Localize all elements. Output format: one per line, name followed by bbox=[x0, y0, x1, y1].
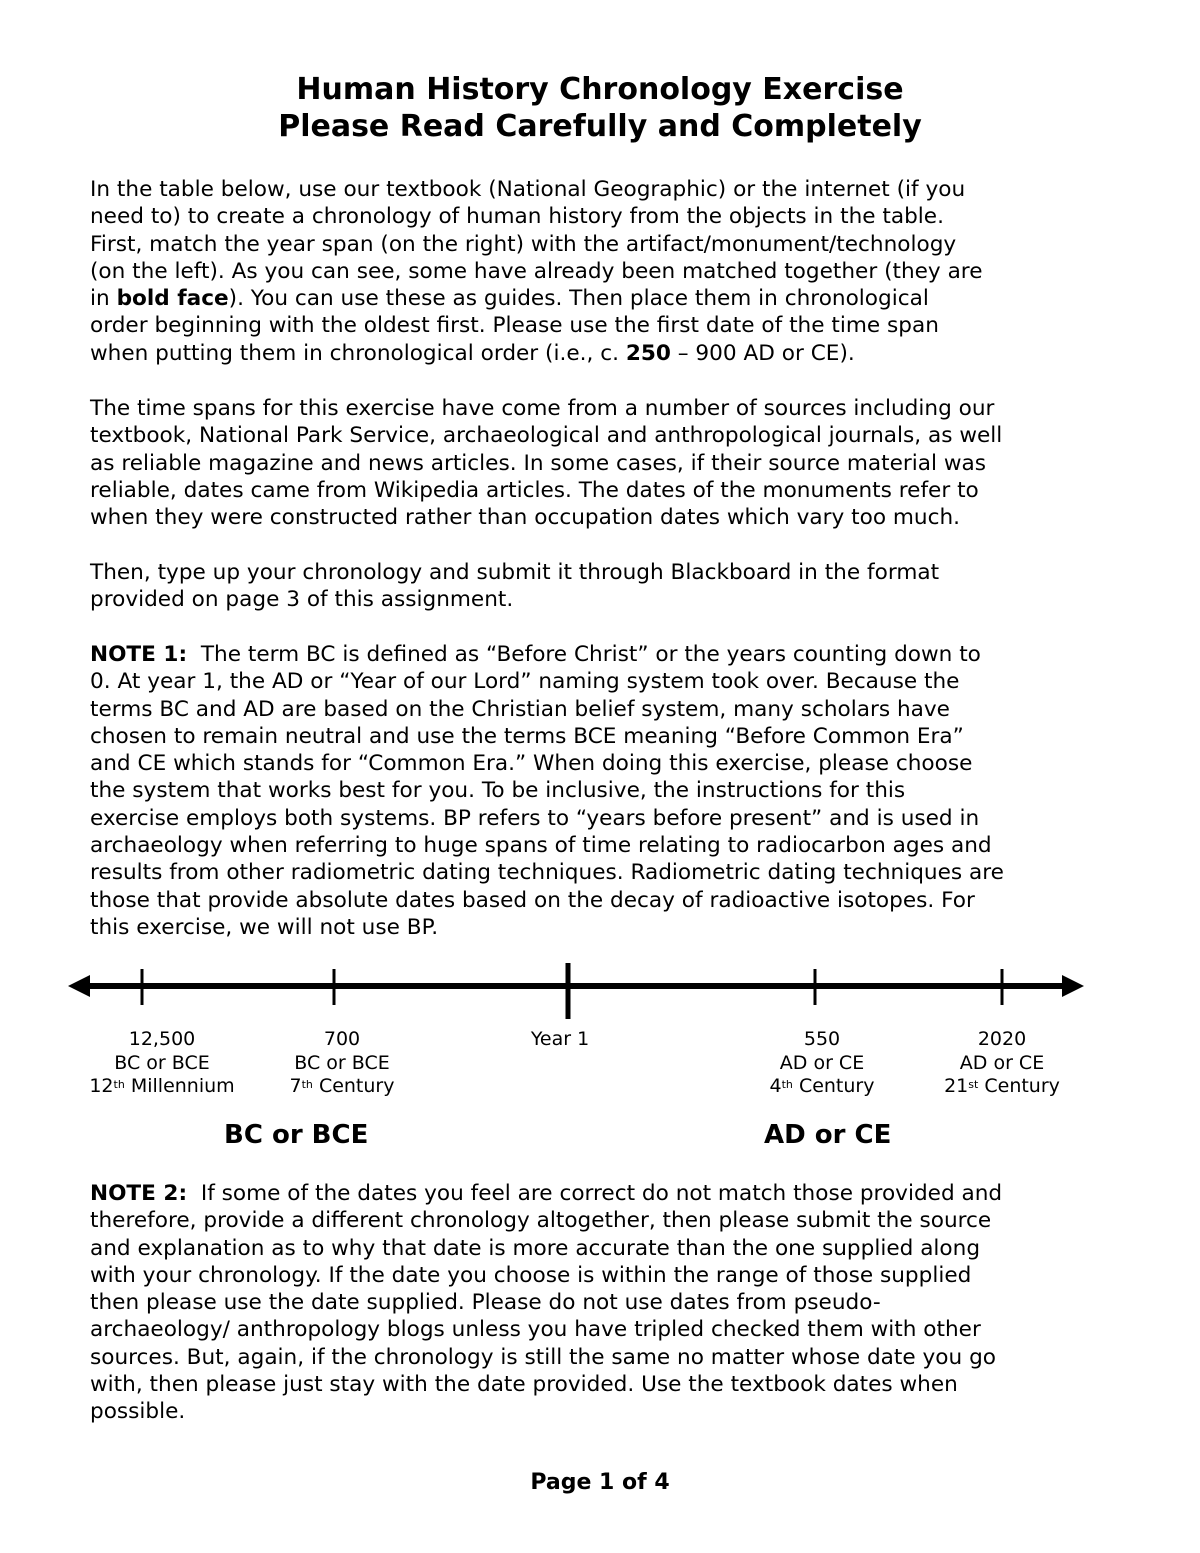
text-line: In the table below, use our textbook (National Geographic) or the internet (if you bbox=[90, 177, 966, 202]
text-line: chosen to remain neutral and use the terms BCE meaning “Before Common Era” bbox=[90, 723, 964, 749]
text-line: reliable, dates came from Wikipedia articles. The dates of the monuments refer to bbox=[90, 477, 979, 503]
text-line: the system that works best for you. To be inclusive, the instructions for this bbox=[90, 778, 906, 804]
bold-year: 250 bbox=[625, 340, 671, 366]
intro-paragraph bbox=[90, 176, 1100, 367]
text-line: archaeology when referring to huge spans of time relating to radiocarbon ages and bbox=[90, 833, 992, 859]
timeline bbox=[60, 955, 1100, 1025]
text-line: and CE which stands for “Common Era.” When doing this exercise, please choose bbox=[90, 751, 973, 777]
text-line: (on the left). As you can see, some have already been matched together (they are bbox=[90, 258, 983, 284]
text-line: when they were constructed rather than occupation dates which vary too much. bbox=[90, 505, 961, 531]
text-line: results from other radiometric dating techniques. Radiometric dating techniques are bbox=[90, 860, 1004, 886]
page-title: Human History Chronology Exercise bbox=[296, 72, 904, 107]
text-line: exercise employs both systems. BP refers to “years before present” and is used in bbox=[90, 805, 980, 831]
era-label-bc: BC or BCE bbox=[224, 1120, 369, 1150]
sources-paragraph bbox=[90, 395, 1100, 531]
timeline-label-700-bc: 700 BC or BCE 7th Century bbox=[289, 1028, 395, 1097]
text-line: terms BC and AD are based on the Christian belief system, many scholars have bbox=[90, 696, 950, 722]
timeline-label-12500-bc: 12,500 BC or BCE 12th Millennium bbox=[89, 1028, 235, 1097]
timeline-label-2020-ad: 2020 AD or CE 21st Century bbox=[944, 1028, 1060, 1097]
text-line: those that provide absolute dates based on the decay of radioactive isotopes. For bbox=[90, 887, 975, 913]
text-line: Then, type up your chronology and submit it through Blackboard in the format bbox=[90, 560, 940, 585]
text-line: NOTE 2: If some of the dates you feel are correct do not match those provided and bbox=[90, 1181, 1003, 1206]
text-line: therefore, provide a different chronology altogether, then please submit the source bbox=[90, 1208, 992, 1234]
text-line: 0. At year 1, the AD or “Year of our Lord” naming system took over. Because the bbox=[90, 669, 960, 695]
arrow-right-icon bbox=[1062, 975, 1084, 997]
text-line: this exercise, we will not use BP. bbox=[90, 914, 439, 940]
arrow-left-icon bbox=[68, 975, 90, 997]
text-line: NOTE 1: The term BC is defined as “Before Christ” or the years counting down to bbox=[90, 642, 981, 667]
timeline-label-year-1: Year 1 bbox=[530, 1028, 590, 1050]
timeline-label-550-ad: 550 AD or CE 4th Century bbox=[769, 1028, 875, 1097]
text-line: provided on page 3 of this assignment. bbox=[90, 587, 514, 613]
text-line: with, then please just stay with the date provided. Use the textbook dates when bbox=[90, 1372, 958, 1398]
text-line: possible. bbox=[90, 1399, 186, 1425]
text-line: when putting them in chronological order (i.e., c. 250 – 900 AD or CE). bbox=[90, 340, 855, 366]
note1-paragraph bbox=[90, 641, 1100, 941]
bold-face-phrase: bold face bbox=[116, 286, 229, 312]
text-line: First, match the year span (on the right) with the artifact/monument/technology bbox=[90, 231, 957, 257]
text-line: The time spans for this exercise have come from a number of sources including our bbox=[90, 396, 995, 421]
era-label-ad: AD or CE bbox=[764, 1120, 892, 1150]
text-line: in bold face). You can use these as guides. Then place them in chronological bbox=[90, 286, 929, 312]
text-line: order beginning with the oldest first. Please use the first date of the time span bbox=[90, 313, 939, 339]
submit-paragraph bbox=[90, 559, 1100, 614]
page-number: Page 1 of 4 bbox=[530, 1470, 670, 1495]
text-line: with your chronology. If the date you choose is within the range of those supplied bbox=[90, 1262, 972, 1288]
text-line: need to) to create a chronology of human history from the objects in the table. bbox=[90, 204, 944, 230]
page-subtitle: Please Read Carefully and Completely bbox=[278, 109, 922, 144]
text-line: archaeology/ anthropology blogs unless you have tripled checked them with other bbox=[90, 1317, 981, 1343]
text-line: sources. But, again, if the chronology is still the same no matter whose date you go bbox=[90, 1344, 996, 1370]
text-line: as reliable magazine and news articles. In some cases, if their source material was bbox=[90, 450, 986, 476]
text-line: textbook, National Park Service, archaeological and anthropological journals, as well bbox=[90, 423, 1003, 449]
note2-paragraph bbox=[90, 1180, 1100, 1426]
text-line: and explanation as to why that date is more accurate than the one supplied along bbox=[90, 1235, 981, 1261]
text-line: then please use the date supplied. Please do not use dates from pseudo- bbox=[90, 1290, 881, 1316]
note1-label: NOTE 1: bbox=[90, 642, 188, 667]
note2-label: NOTE 2: bbox=[90, 1181, 188, 1206]
